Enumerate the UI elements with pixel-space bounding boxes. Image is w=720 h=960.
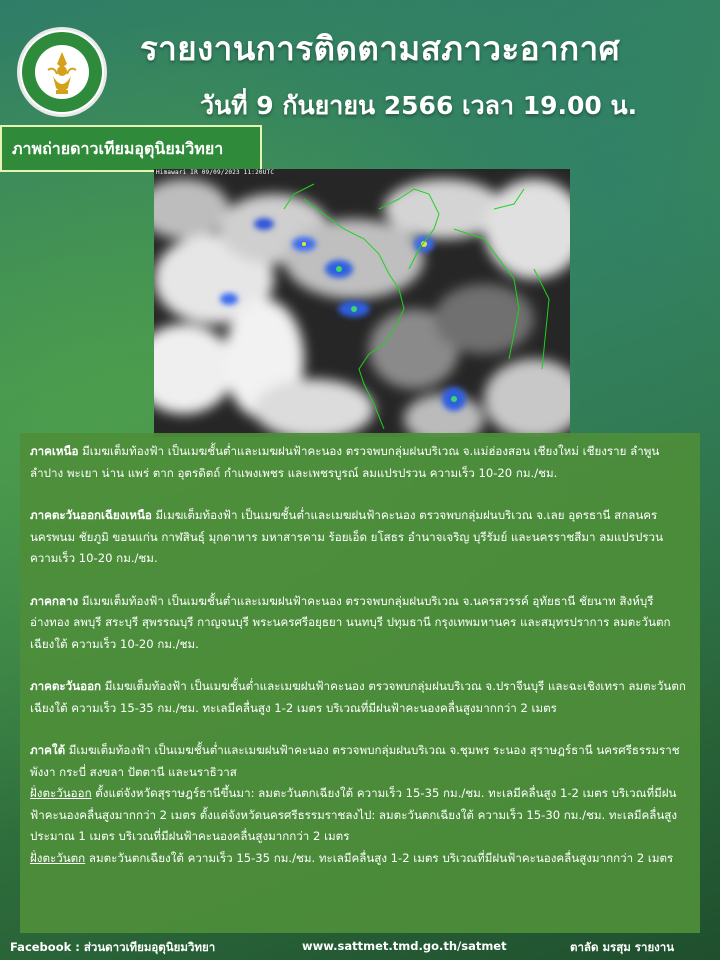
region-north (30, 441, 690, 484)
footer-reporter: ตาลัด มรสุม รายงาน (570, 940, 675, 954)
region-text: มีเมฆเต็มท้องฟ้า เป็นเมฆชั้นต่ำและเมฆฝนฟ้าคะนอง ตรวจพบกลุ่มฝนบริเวณ จ.ชุมพร ระนอง สุราษฎร์ธานี นครศรีธรรมราช พังงา กระบี่ สงขลา ปัตตานี และนราธิวาส (30, 743, 680, 779)
region-northeast (30, 505, 690, 570)
region-text: มีเมฆเต็มท้องฟ้า เป็นเมฆชั้นต่ำและเมฆฝนฟ้าคะนอง ตรวจพบกลุ่มฝนบริเวณ จ.แม่ฮ่องสอน เชียงใหม่ เชียงราย ลำพูน ลำปาง พะเยา น่าน แพร่ ตาก อุตรดิตถ์ กำแพงเพชร และเพชรบูรณ์ ลมแปรปรวน ความเร็ว 10-20 กม./ชม. (30, 444, 660, 480)
region-text: มีเมฆเต็มท้องฟ้า เป็นเมฆชั้นต่ำและเมฆฝนฟ้าคะนอง ตรวจพบกลุ่มฝนบริเวณ จ.ปราจีนบุรี และฉะเชิงเทรา ลมตะวันตกเฉียงใต้ ความเร็ว 15-35 กม./ชม. ทะเลมีคลื่นสูง 1-2 เมตร บริเวณที่มีฝนฟ้าคะนองคลื่นสูงมากกว่า 2 เมตร (30, 679, 686, 715)
satellite-image (154, 169, 570, 437)
west-coast-label: ฝั่งตะวันตก (30, 850, 86, 865)
report-date: วันที่ 9 กันยายน 2566 เวลา 19.00 น. (200, 91, 638, 120)
east-coast-label: ฝั่งตะวันออก (30, 786, 92, 800)
report-title: รายงานการติดตามสภาวะอากาศ (140, 29, 621, 68)
west-coast-text: ลมตะวันตกเฉียงใต้ ความเร็ว 15-35 กม./ชม. ทะเลมีคลื่นสูง 1-2 เมตร บริเวณที่มีฝนฟ้าคะนองคลื่นสูงมากกว่า 2 เมตร (85, 850, 674, 865)
tmd-logo (20, 30, 104, 114)
region-name: ภาคกลาง (30, 593, 79, 608)
east-coast-text: ตั้งแต่จังหวัดสุราษฎร์ธานีขึ้นมา: ลมตะวันตกเฉียงใต้ ความเร็ว 15-35 กม./ชม. ทะเลมีคลื่นสูง 1-2 เมตร บริเวณที่มีฝนฟ้าคะนองคลื่นสูงมากกว่า 2 เมตร ตั้งแต่จังหวัดนครศรีธรรมราชลงไป: ลมตะวันตกเฉียงใต้ ความเร็ว 15-30 กม./ชม. ทะเลมีคลื่นสูงประมาณ 1 เมตร บริเวณที่มีฝนฟ้าคะนองคลื่นสูงมากกว่า 2 เมตร (30, 786, 678, 843)
forecast-panel (20, 433, 700, 933)
region-text: มีเมฆเต็มท้องฟ้า เป็นเมฆชั้นต่ำและเมฆฝนฟ้าคะนอง ตรวจพบกลุ่มฝนบริเวณ จ.นครสวรรค์ อุทัยธานี ชัยนาท สิงห์บุรี อ่างทอง ลพบุรี สระบุรี สุพรรณบุรี กาญจนบุรี พระนครศรีอยุธยา นนทบุรี ปทุมธานี กรุงเทพมหานคร และสมุทรปราการ ลมตะวันตกเฉียงใต้ ความเร็ว 10-20 กม./ชม. (30, 593, 671, 651)
region-text: มีเมฆเต็มท้องฟ้า เป็นเมฆชั้นต่ำและเมฆฝนฟ้าคะนอง ตรวจพบกลุ่มฝนบริเวณ จ.เลย อุดรธานี สกลนคร นครพนม ชัยภูมิ ขอนแก่น กาฬสินธุ์ มุกดาหาร มหาสารคาม ร้อยเอ็ด ยโสธร อำนาจเจริญ บุรีรัมย์ และนครราชสีมา ลมแปรปรวน ความเร็ว 10-20 กม./ชม. (30, 508, 663, 565)
section-label-satellite: ภาพถ่ายดาวเทียมอุตุนิยมวิทยา (0, 125, 262, 172)
region-name: ภาคตะวันออกเฉียงเหนือ (30, 508, 152, 522)
satellite-cloud-map (154, 169, 570, 437)
footer-website[interactable]: www.sattmet.tmd.go.th/satmet (302, 939, 507, 953)
footer (0, 937, 720, 959)
region-name: ภาคใต้ (30, 743, 66, 757)
region-central (30, 591, 690, 656)
footer-facebook: Facebook : ส่วนดาวเทียมอุตุนิยมวิทยา (10, 940, 216, 954)
region-east (30, 676, 690, 719)
region-name: ภาคเหนือ (30, 444, 79, 458)
tmd-logo-emblem-icon (20, 30, 104, 114)
satellite-timestamp: Himawari IR 09/09/2023 11:20UTC (156, 169, 275, 176)
region-name: ภาคตะวันออก (30, 679, 102, 693)
region-south (30, 740, 690, 869)
